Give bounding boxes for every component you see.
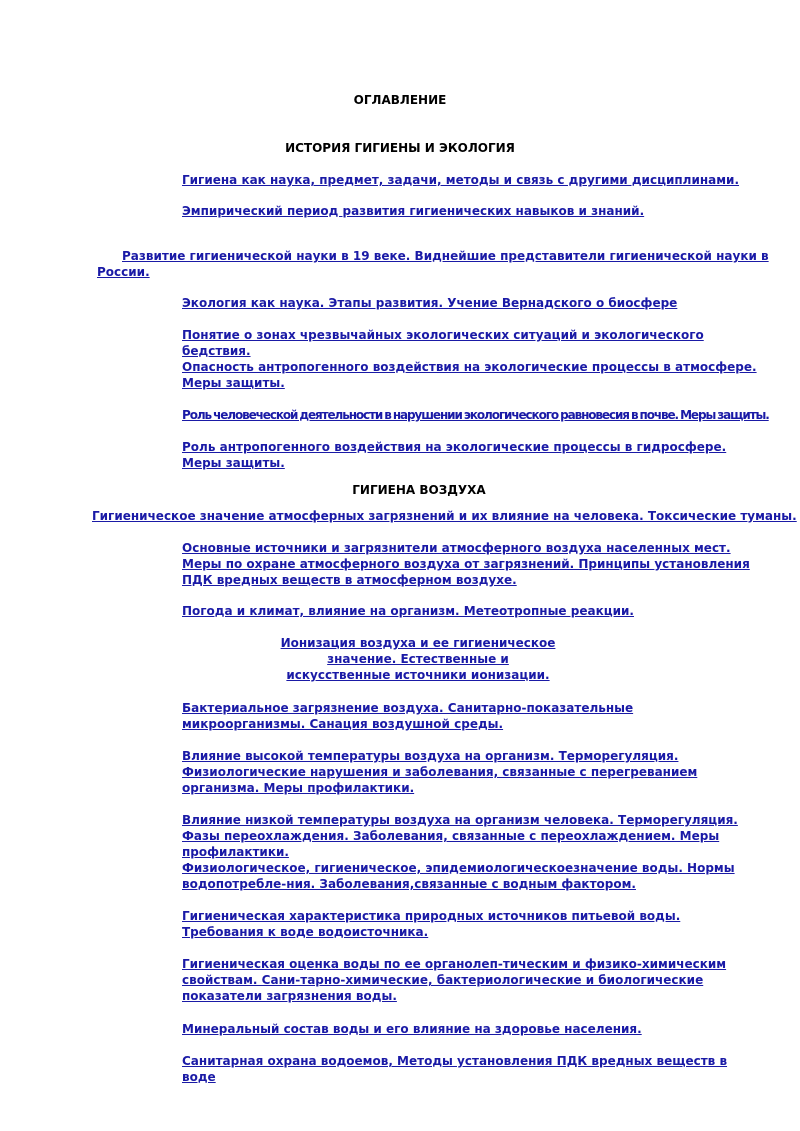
section-heading-history: ИСТОРИЯ ГИГИЕНЫ И ЭКОЛОГИЯ <box>285 141 515 155</box>
toc-link[interactable]: Гигиеническое значение атмосферных загрязнений и их влияние на человека. Токсические туманы. <box>92 509 797 523</box>
toc-link[interactable]: Гигиеническая оценка воды по ее органолеп-тическим и физико-химическим свойствам. Сани-тарно-химические, бактериологические и биологические показатели загрязнения воды. <box>182 957 727 1003</box>
toc-link[interactable]: Гигиена как наука, предмет, задачи, методы и связь с другими дисциплинами. <box>182 173 740 187</box>
section-heading-air: ГИГИЕНА ВОЗДУХА <box>352 483 486 497</box>
toc-link[interactable]: Экология как наука. Этапы развития. Учение Вернадского о биосфере <box>182 296 678 310</box>
toc-link[interactable]: Физиологическое, гигиеническое, эпидемиологическоезначение воды. Нормы водопотребле-ния. Заболевания,связанные с водным фактором. <box>182 861 735 891</box>
toc-link[interactable]: Развитие гигиенической науки в 19 веке. Виднейшие представители гигиенической науки в <box>122 249 769 263</box>
toc-link[interactable]: Бактериальное загрязнение воздуха. Санитарно-показательные микроорганизмы. Санация воздушной среды. <box>182 701 634 731</box>
toc-link[interactable]: Влияние низкой температуры воздуха на организм человека. Терморегуляция. Фазы переохлаждения. Заболевания, связанные с переохлаждением. Меры профилактики. <box>182 813 738 859</box>
toc-link[interactable]: Санитарная охрана водоемов, Методы установления ПДК вредных веществ в воде <box>182 1054 728 1084</box>
toc-link[interactable]: Ионизация воздуха и ее гигиеническое значение. Естественные и искусственные источники ионизации. <box>280 636 556 682</box>
toc-link[interactable]: Минеральный состав воды и его влияние на здоровье населения. <box>182 1022 642 1036</box>
toc-link[interactable]: Роль антропогенного воздействия на экологические процессы в гидросфере. Меры защиты. <box>182 440 727 470</box>
toc-link[interactable]: России. <box>97 265 150 279</box>
toc-link[interactable]: Понятие о зонах чрезвычайных экологических ситуаций и экологического бедствия. <box>182 328 704 358</box>
toc-link[interactable]: Основные источники и загрязнители атмосферного воздуха населенных мест. Меры по охране атмосферного воздуха от загрязнений. Принципы установления ПДК вредных веществ в атмосферном воздухе. <box>182 541 750 587</box>
toc-link[interactable]: Гигиеническая характеристика природных источников питьевой воды. Требования к воде водоисточника. <box>182 909 681 939</box>
toc-link[interactable]: Опасность антропогенного воздействия на экологические процессы в атмосфере. Меры защиты. <box>182 360 757 390</box>
toc-link[interactable]: Эмпирический период развития гигиенических навыков и знаний. <box>182 204 645 218</box>
page-title: ОГЛАВЛЕНИЕ <box>353 93 447 107</box>
toc-link[interactable]: Роль человеческой деятельности в нарушении экологического равновесия в почве. Меры защиты. <box>182 408 769 422</box>
toc-link[interactable]: Погода и климат, влияние на организм. Метеотропные реакции. <box>182 604 634 618</box>
toc-link[interactable]: Влияние высокой температуры воздуха на организм. Терморегуляция. Физиологические нарушения и заболевания, связанные с перегреванием организма. Меры профилактики. <box>182 749 698 795</box>
